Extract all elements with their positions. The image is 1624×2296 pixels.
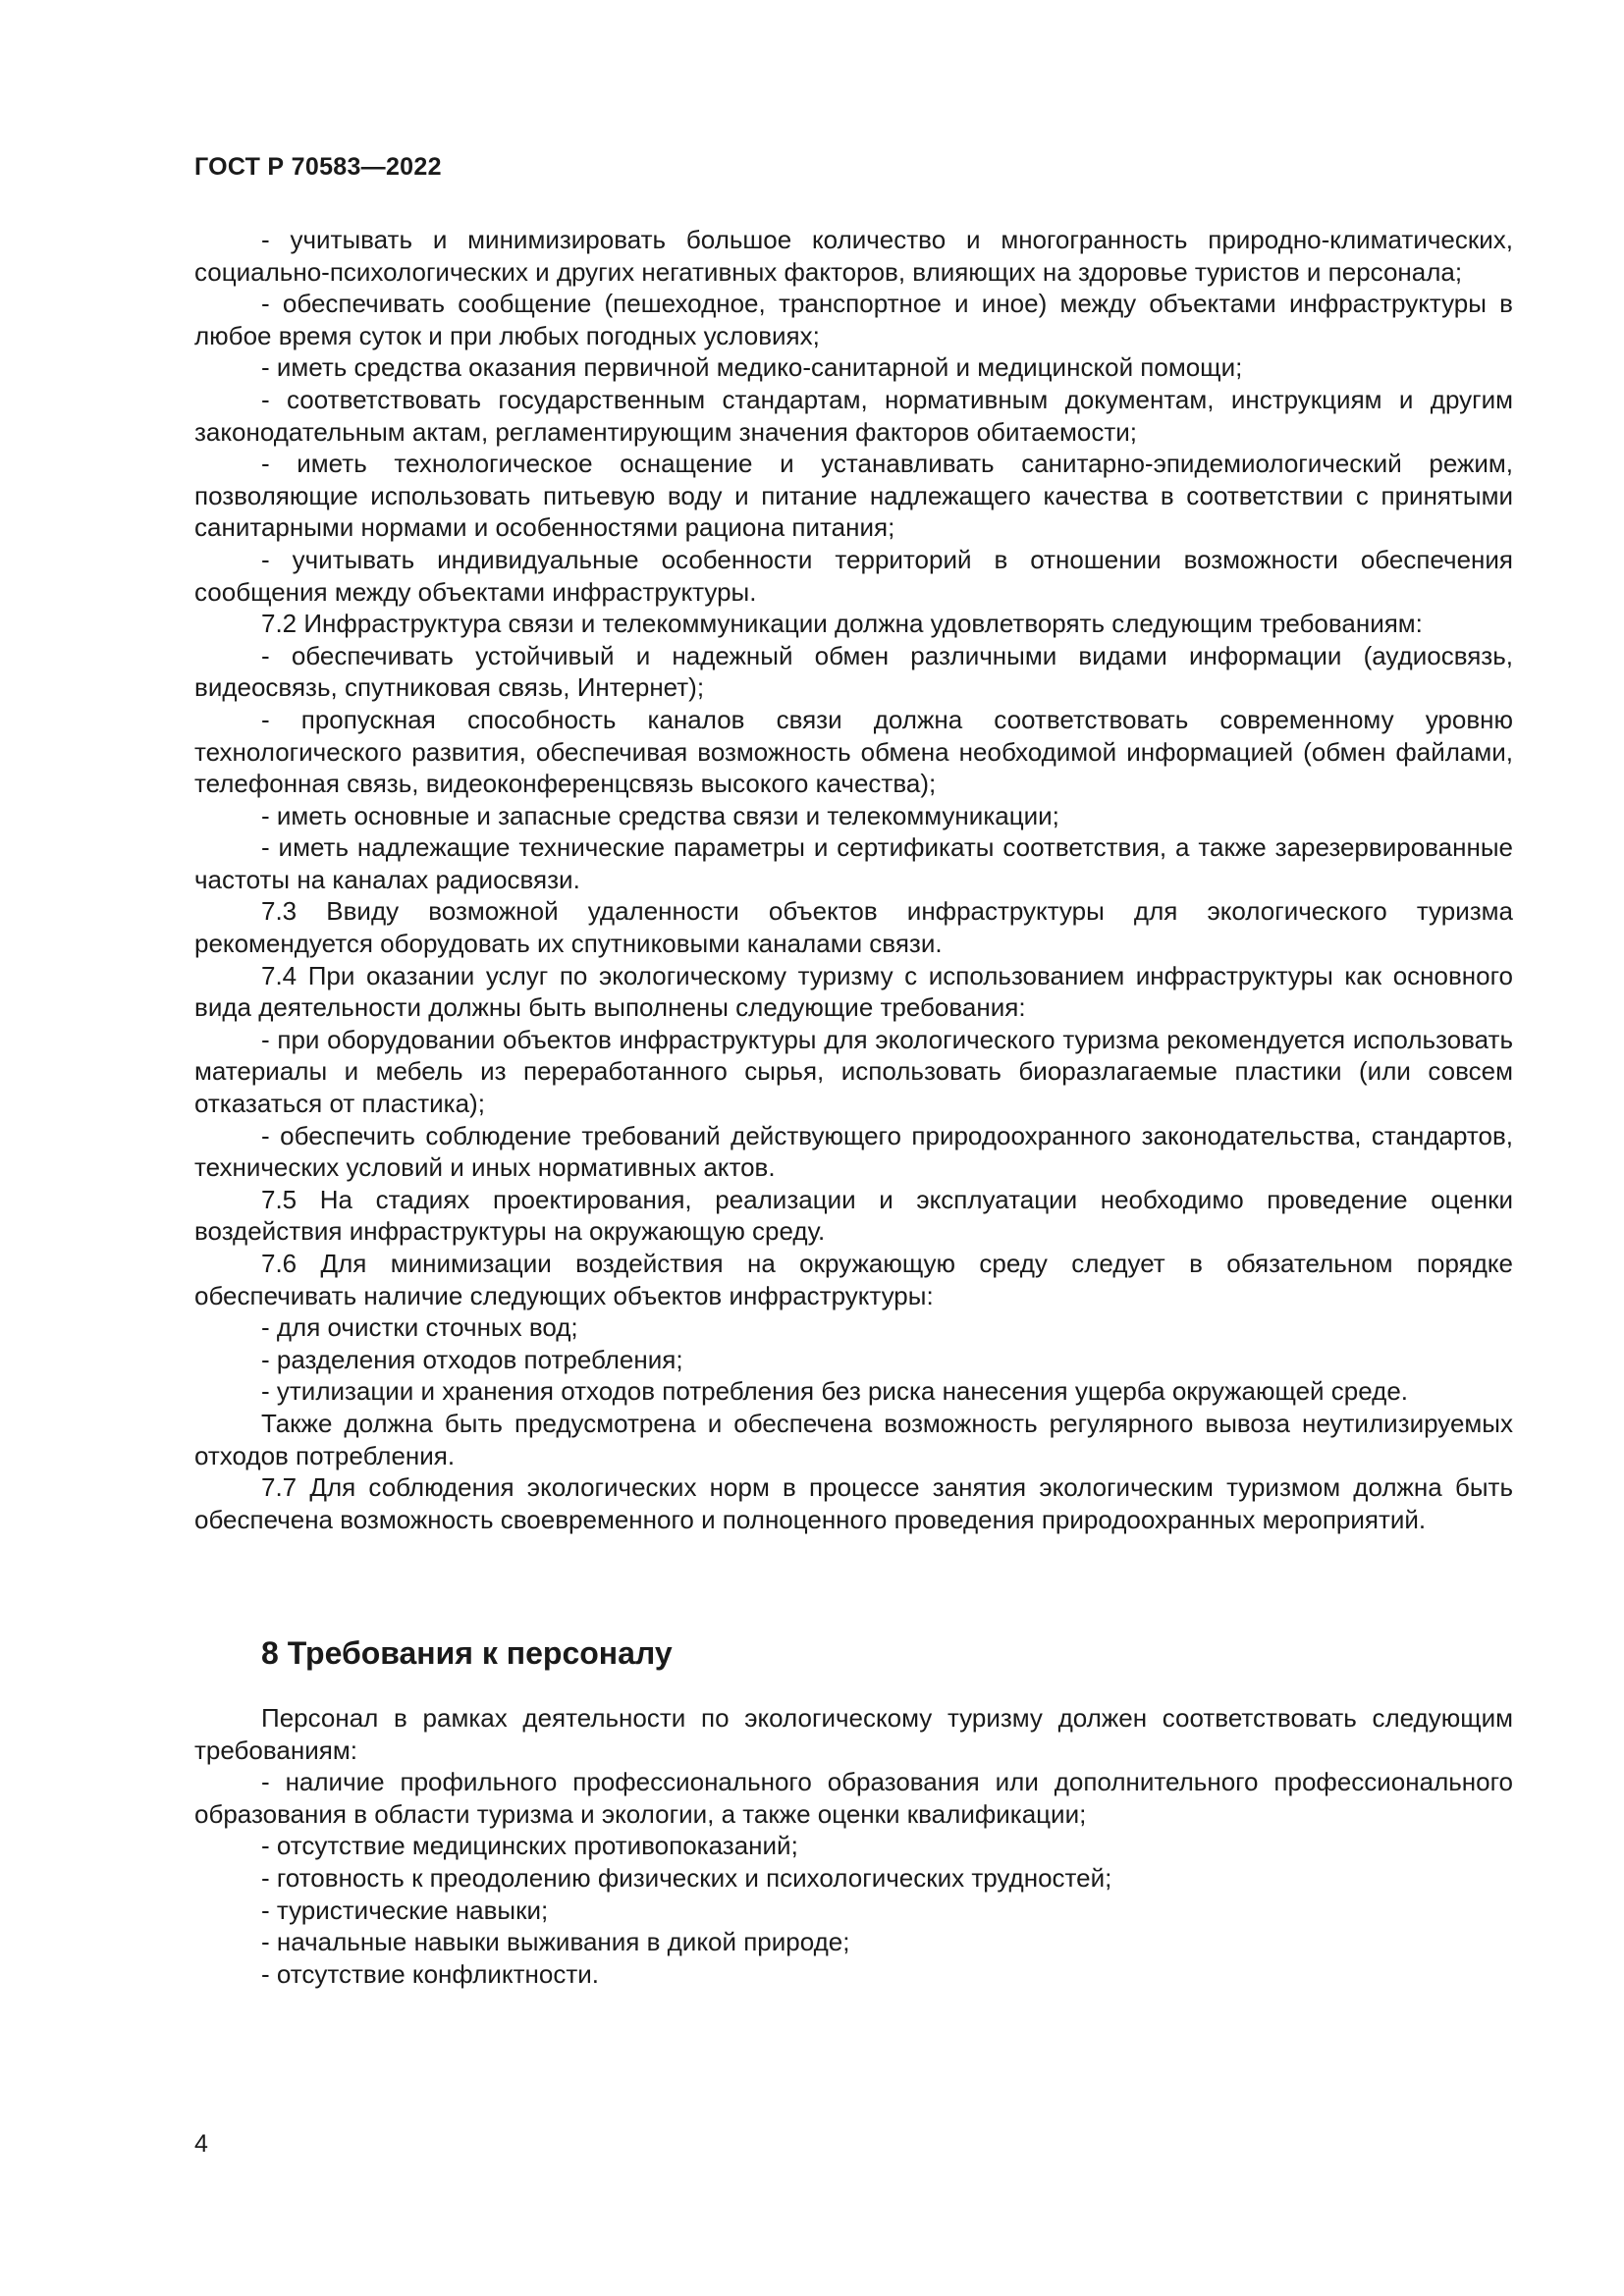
paragraph: - учитывать индивидуальные особенности территорий в отношении возможности обеспечения сообщения между объектами инфраструктуры.	[194, 544, 1513, 607]
page-number: 4	[194, 2130, 208, 2158]
paragraph: - начальные навыки выживания в дикой природе;	[261, 1927, 850, 1957]
clause-7-7: 7.7 Для соблюдения экологических норм в процессе занятия экологическим туризмом должна быть обеспечена возможность своевременного и полноценного проведения природоохранных мероприятий.	[194, 1472, 1513, 1534]
paragraph: - учитывать и минимизировать большое количество и многогранность природно-климатических, социально-психологических и других негативных факторов, влияющих на здоровье туристов и персонала;	[194, 225, 1513, 287]
clause-7-2: 7.2 Инфраструктура связи и телекоммуникации должна удовлетворять следующим требованиям:	[261, 609, 1423, 639]
paragraph: - для очистки сточных вод;	[261, 1312, 578, 1343]
paragraph: Персонал в рамках деятельности по экологическому туризму должен соответствовать следующим требованиям:	[194, 1703, 1513, 1765]
section-8-body	[194, 1702, 1513, 1990]
paragraph: - обеспечить соблюдение требований действующего природоохранного законодательства, стандартов, технических условий и иных нормативных актов.	[194, 1120, 1513, 1183]
paragraph: - пропускная способность каналов связи должна соответствовать современному уровню технологического развития, обеспечивая возможность обмена необходимой информацией (обмен файлами, телефонная связь, видеоконференцсвязь высокого качества);	[194, 704, 1513, 799]
section-heading: 8 Требования к персоналу	[261, 1635, 673, 1671]
paragraph: - обеспечивать устойчивый и надежный обмен различными видами информации (аудиосвязь, видеосвязь, спутниковая связь, Интернет);	[194, 640, 1513, 703]
paragraph: - разделения отходов потребления;	[261, 1344, 683, 1374]
paragraph: - иметь средства оказания первичной медико-санитарной и медицинской помощи;	[261, 352, 1243, 383]
clause-7-3: 7.3 Ввиду возможной удаленности объектов инфраструктуры для экологического туризма рекомендуется оборудовать их спутниковыми каналами связи.	[194, 896, 1513, 959]
paragraph: - отсутствие медицинских противопоказаний;	[261, 1831, 798, 1861]
clause-7-4: 7.4 При оказании услуг по экологическому туризму с использованием инфраструктуры как основного вида деятельности должны быть выполнены следующие требования:	[194, 960, 1513, 1023]
main-body-text	[194, 224, 1513, 1535]
paragraph: - иметь основные и запасные средства связи и телекоммуникации;	[261, 800, 1059, 830]
paragraph: - при оборудовании объектов инфраструктуры для экологического туризма рекомендуется использовать материалы и мебель из переработанного сырья, использовать биоразлагаемые пластики (или совсем отказаться от пластика);	[194, 1024, 1513, 1119]
paragraph: - соответствовать государственным стандартам, нормативным документам, инструкциям и другим законодательным актам, регламентирующим значения факторов обитаемости;	[194, 384, 1513, 447]
paragraph: Также должна быть предусмотрена и обеспечена возможность регулярного вывоза неутилизируемых отходов потребления.	[194, 1408, 1513, 1470]
clause-7-6: 7.6 Для минимизации воздействия на окружающую среду следует в обязательном порядке обеспечивать наличие следующих объектов инфраструктуры:	[194, 1249, 1513, 1310]
paragraph: - иметь надлежащие технические параметры и сертификаты соответствия, а также зарезервированные частоты на каналах радиосвязи.	[194, 832, 1513, 894]
paragraph: - обеспечивать сообщение (пешеходное, транспортное и иное) между объектами инфраструктуры в любое время суток и при любых погодных условиях;	[194, 289, 1513, 350]
paragraph: - отсутствие конфликтности.	[261, 1958, 599, 1989]
paragraph: - наличие профильного профессионального образования или дополнительного профессионального образования в области туризма и экологии, а также оценки квалификации;	[194, 1767, 1513, 1829]
clause-7-5: 7.5 На стадиях проектирования, реализации и эксплуатации необходимо проведение оценки воздействия инфраструктуры на окружающую среду.	[194, 1184, 1513, 1247]
document-header: ГОСТ Р 70583—2022	[194, 153, 442, 181]
paragraph: - готовность к преодолению физических и психологических трудностей;	[261, 1862, 1112, 1893]
paragraph: - туристические навыки;	[261, 1895, 549, 1925]
paragraph: - иметь технологическое оснащение и устанавливать санитарно-эпидемиологический режим, позволяющие использовать питьевую воду и питание надлежащего качества в соответствии с принятыми санитарными нормами и особенностями рациона питания;	[194, 449, 1513, 543]
paragraph: - утилизации и хранения отходов потребления без риска нанесения ущерба окружающей среде.	[261, 1376, 1409, 1407]
